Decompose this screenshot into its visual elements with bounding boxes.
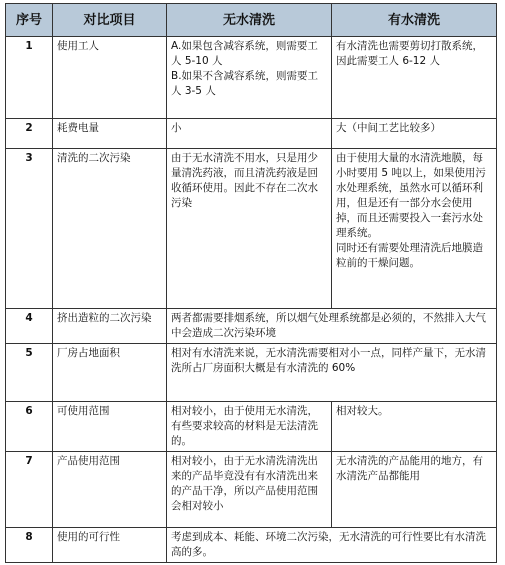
header-row [6,4,497,37]
row-item: 耗费电量 [53,119,167,149]
row-dry-line: A.如果包含减容系统，则需要工人 5-10 人 [171,40,318,67]
row-number: 1 [6,37,53,119]
row-dry-line: B.如果不含减容系统，则需要工人 3-5 人 [171,70,319,97]
header-wet: 有水清洗 [332,4,497,37]
row-wet: 无水清洗的产品能用的地方，有水清洗产品都能用 [332,452,497,528]
row-item: 产品使用范围 [53,452,167,528]
row-wet [332,149,497,309]
row-merged: 考虑到成本、耗能、环境二次污染，无水清洗的可行性要比有水清洗高的多。 [167,528,497,563]
row-wet-line: 同时还有需要处理清洗后地膜造粒前的干燥问题。 [336,242,483,269]
table-row [6,119,497,149]
row-number: 3 [6,149,53,309]
row-wet: 有水清洗也需要剪切打散系统，因此需要工人 6-12 人 [332,37,497,119]
row-wet: 大（中间工艺比较多） [332,119,497,149]
row-item: 使用的可行性 [53,528,167,563]
row-number: 2 [6,119,53,149]
header-item: 对比项目 [53,4,167,37]
row-number: 6 [6,402,53,452]
row-number: 8 [6,528,53,563]
row-merged: 相对有水清洗来说，无水清洗需要相对小一点，同样产量下，无水清洗所占厂房面积大概是有水清洗的 60% [167,344,497,402]
table-row [6,149,497,309]
table-row [6,309,497,344]
row-wet-line: 由于使用大量的水清洗地膜，每小时要用 5 吨以上，如果使用污水处理系统，虽然水可以循环利用，但是还有一部分水会使用掉，而且还需要投入一套污水处理系统。 [336,152,486,239]
row-dry: 由于无水清洗不用水，只是用少量清洗药液，而且清洗药液是回收循环使用。因此不存在二次水污染 [167,149,332,309]
row-number: 4 [6,309,53,344]
row-item: 清洗的二次污染 [53,149,167,309]
row-merged: 两者都需要排烟系统，所以烟气处理系统都是必须的，不然排入大气中会造成二次污染环境 [167,309,497,344]
row-dry [167,37,332,119]
table-row [6,402,497,452]
table-row [6,37,497,119]
row-wet: 相对较大。 [332,402,497,452]
row-item: 可使用范围 [53,402,167,452]
header-no: 序号 [6,4,53,37]
table-row [6,452,497,528]
row-dry: 相对较小，由于使用无水清洗，有些要求较高的材料是无法清洗的。 [167,402,332,452]
table-row [6,528,497,563]
row-item: 使用工人 [53,37,167,119]
row-number: 5 [6,344,53,402]
row-item: 挤出造粒的二次污染 [53,309,167,344]
row-dry: 小 [167,119,332,149]
comparison-table [5,3,497,563]
row-dry: 相对较小，由于无水清洗清洗出来的产品毕竟没有有水清洗出来的产品干净，所以产品使用范围会相对较小 [167,452,332,528]
table-row [6,344,497,402]
row-item: 厂房占地面积 [53,344,167,402]
row-number: 7 [6,452,53,528]
header-dry: 无水清洗 [167,4,332,37]
